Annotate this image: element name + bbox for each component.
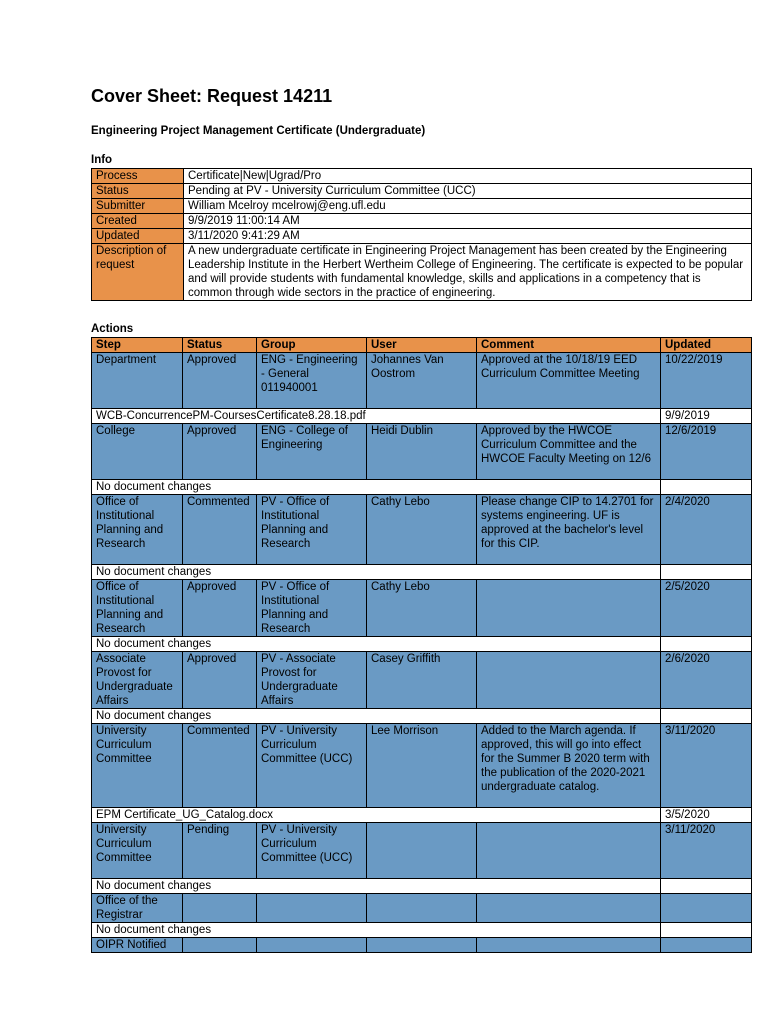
action-comment: Approved by the HWCOE Curriculum Committee and the HWCOE Faculty Meeting on 12/6 [477,424,661,480]
info-row [92,244,752,301]
action-step: College [92,424,183,480]
info-table [91,168,752,301]
action-row [92,938,752,953]
document-row [92,879,752,894]
document-row [92,409,752,424]
action-step: Office of Institutional Planning and Research [92,495,183,565]
page-title: Cover Sheet: Request 14211 [91,86,333,106]
action-comment [477,580,661,637]
action-group: PV - Office of Institutional Planning and Research [257,495,367,565]
document-date [661,879,752,894]
action-status: Approved [183,580,257,637]
action-user: Cathy Lebo [367,495,477,565]
actions-header-cell: User [367,338,477,353]
action-status [183,938,257,953]
document-row [92,637,752,652]
action-group: PV - Associate Provost for Undergraduate Affairs [257,652,367,709]
document-note: No document changes [92,637,661,652]
info-value: A new undergraduate certificate in Engineering Project Management has been created by the Engineering Leadership Institute in the Herbert Wertheim College of Engineering. The certificate is expected to be popular and will provide students with fundamental knowledge, skills and applications in a competency that is common through wide sectors in the practice of engineering. [184,244,752,301]
action-user: Cathy Lebo [367,580,477,637]
action-updated: 12/6/2019 [661,424,752,480]
action-group: ENG - Engineering - General 011940001 [257,353,367,409]
document-note: No document changes [92,480,661,495]
action-step: Office of the Registrar [92,894,183,923]
info-key: Description of request [92,244,184,301]
actions-section-label: Actions [91,323,134,335]
action-step: Associate Provost for Undergraduate Affairs [92,652,183,709]
action-comment: Added to the March agenda. If approved, this will go into effect for the Summer B 2020 term with the publication of the 2020-2021 undergraduate catalog. [477,724,661,808]
action-user: Johannes Van Oostrom [367,353,477,409]
action-step: Department [92,353,183,409]
action-comment [477,823,661,879]
action-group [257,938,367,953]
info-value: Pending at PV - University Curriculum Committee (UCC) [184,184,752,199]
action-status: Pending [183,823,257,879]
action-updated [661,894,752,923]
action-row [92,894,752,923]
action-status: Commented [183,495,257,565]
action-updated [661,938,752,953]
document-date [661,565,752,580]
document-note: No document changes [92,879,661,894]
action-status: Commented [183,724,257,808]
document-row [92,565,752,580]
info-key: Submitter [92,199,184,214]
action-step: Office of Institutional Planning and Research [92,580,183,637]
info-row [92,184,752,199]
action-user [367,894,477,923]
action-row [92,823,752,879]
document-note: No document changes [92,565,661,580]
actions-header-cell: Comment [477,338,661,353]
action-status: Approved [183,424,257,480]
action-row [92,652,752,709]
actions-header-cell: Group [257,338,367,353]
action-updated: 3/11/2020 [661,823,752,879]
action-step: University Curriculum Committee [92,724,183,808]
document-row [92,808,752,823]
info-row [92,199,752,214]
action-step: OIPR Notified [92,938,183,953]
document-date [661,923,752,938]
document-link[interactable]: WCB-ConcurrencePM-CoursesCertificate8.28.18.pdf [92,409,661,424]
document-date: 3/5/2020 [661,808,752,823]
action-user: Lee Morrison [367,724,477,808]
info-value: 3/11/2020 9:41:29 AM [184,229,752,244]
document-date: 9/9/2019 [661,409,752,424]
document-row [92,480,752,495]
info-key: Created [92,214,184,229]
page-subtitle: Engineering Project Management Certificate (Undergraduate) [91,125,426,137]
actions-header-cell: Updated [661,338,752,353]
action-comment [477,938,661,953]
document-row [92,923,752,938]
action-group: PV - University Curriculum Committee (UCC) [257,823,367,879]
document-row [92,709,752,724]
actions-header-cell: Status [183,338,257,353]
action-row [92,724,752,808]
action-updated: 2/6/2020 [661,652,752,709]
action-updated: 2/5/2020 [661,580,752,637]
document-note: No document changes [92,709,661,724]
action-comment [477,894,661,923]
action-comment: Please change CIP to 14.2701 for systems engineering. UF is approved at the bachelor's level for this CIP. [477,495,661,565]
action-group: PV - University Curriculum Committee (UCC) [257,724,367,808]
action-updated: 2/4/2020 [661,495,752,565]
action-group [257,894,367,923]
info-value: 9/9/2019 11:00:14 AM [184,214,752,229]
action-row [92,424,752,480]
action-updated: 10/22/2019 [661,353,752,409]
action-updated: 3/11/2020 [661,724,752,808]
action-comment: Approved at the 10/18/19 EED Curriculum Committee Meeting [477,353,661,409]
action-user [367,938,477,953]
info-value: Certificate|New|Ugrad/Pro [184,169,752,184]
info-key: Process [92,169,184,184]
action-step: University Curriculum Committee [92,823,183,879]
action-user: Heidi Dublin [367,424,477,480]
actions-table [91,337,752,953]
document-date [661,480,752,495]
document-link[interactable]: EPM Certificate_UG_Catalog.docx [92,808,661,823]
action-row [92,495,752,565]
document-date [661,637,752,652]
action-group: PV - Office of Institutional Planning and Research [257,580,367,637]
action-row [92,580,752,637]
info-row [92,229,752,244]
document-date [661,709,752,724]
info-row [92,169,752,184]
action-comment [477,652,661,709]
info-key: Status [92,184,184,199]
action-status: Approved [183,353,257,409]
action-row [92,353,752,409]
action-user: Casey Griffith [367,652,477,709]
document-note: No document changes [92,923,661,938]
actions-header-cell: Step [92,338,183,353]
info-row [92,214,752,229]
action-status [183,894,257,923]
info-value: William Mcelroy mcelrowj@eng.ufl.edu [184,199,752,214]
action-status: Approved [183,652,257,709]
action-group: ENG - College of Engineering [257,424,367,480]
action-user [367,823,477,879]
info-key: Updated [92,229,184,244]
info-section-label: Info [91,154,113,166]
